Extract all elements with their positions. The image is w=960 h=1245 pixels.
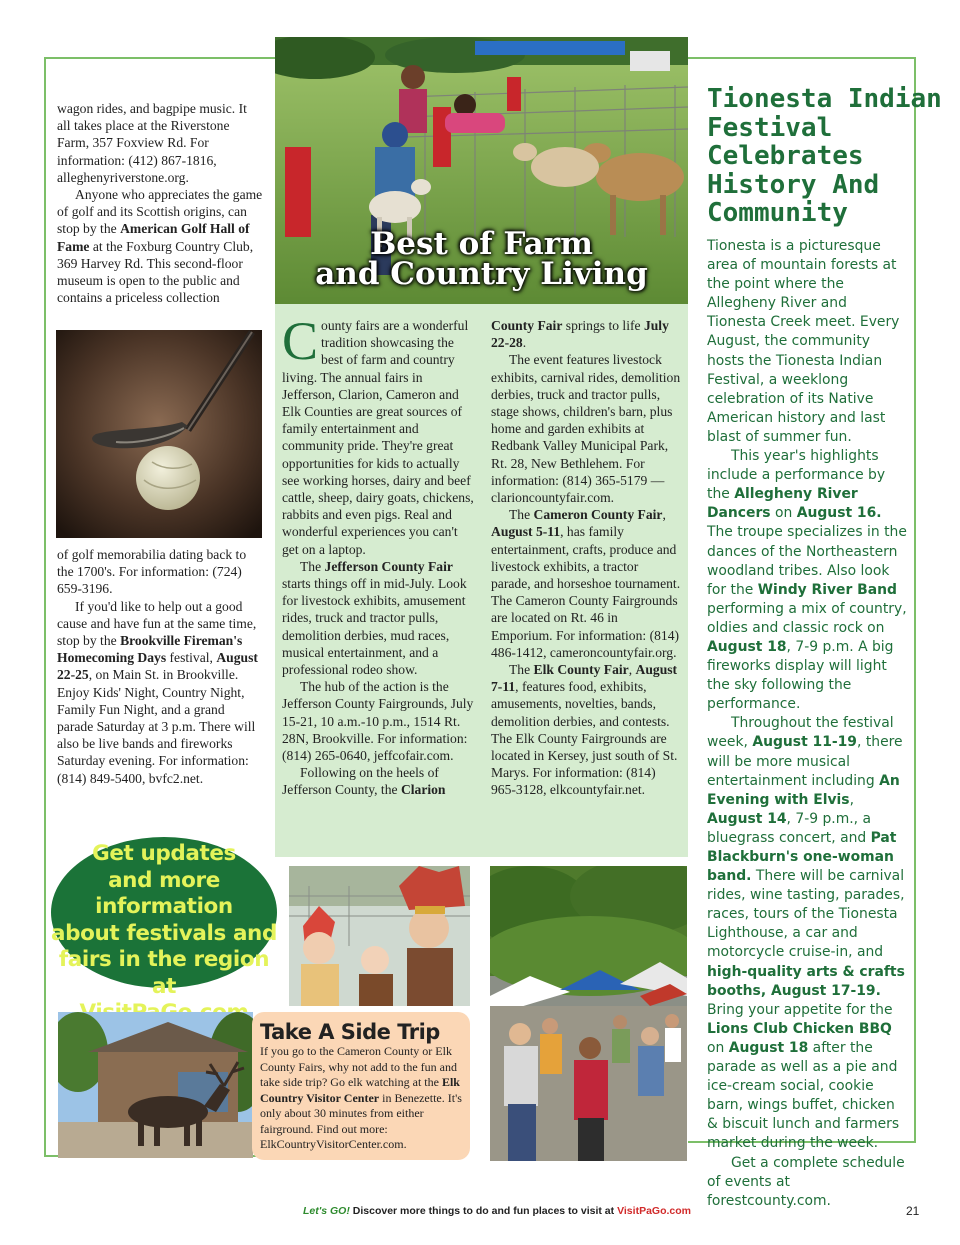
footer-tagline [303,1205,691,1217]
tionesta-body [707,237,907,1211]
visitpago-promo[interactable] [51,837,277,999]
jefferson-para: The Jefferson County Fair starts things off in mid-July. Look for livestock exhibits, amusement rides, truck and tractor pulls, demolition derbies, mud races, musical entertainment, and a professional rodeo show. [282,558,467,678]
elk-center-name: Elk Country Visitor Center [260,1075,460,1105]
footer-url[interactable]: VisitPaGo.com [617,1205,691,1217]
side-trip-box [252,1012,470,1160]
brookville-festival-name: Brookville Fireman's Homecoming Days [57,633,243,666]
feature-intro-para: County fairs are a wonderful tradition showcasing the best of farm and country living. The annual fairs in Jefferson, Clarion, Cameron and Elk Counties are great sources of family entertainment and community pride. They're great opportunities for kids to actually see working horses, dairy and beef cattle, sheep, dairy goats, chickens, rabbits and even pigs. Real and wonderful experiences you can't get on a laptop. [282,311,474,557]
clarion-name: Clarion [400,782,446,798]
feature-headline [275,226,688,292]
page-number: 21 [906,1204,920,1218]
tionesta-schedule: Get a complete schedule of events at forestcounty.com. [707,1154,905,1209]
elk-statue-photo [58,1012,253,1158]
tionesta-week: Throughout the festival week, August 11-19, there will be more musical entertainment including An Evening with Elvis, August 14, 7-9 p.m., a bluegrass concert, and Pat Blackburn's one-woman band. There will be carnival rides, wine tasting, parades, races, tours of the Tionesta Lighthouse, a car and motorcycle cruise-in, and high-quality arts & crafts booths, August 17-19. Bring your appetite for the Lions Club Chicken BBQ on August 18 after the parade as well as a pie and ice-cream social, cookie barn, wings buffet, chicken & biscuit lunch and farmers market during the week. [707,715,905,1152]
elk-para: The Elk County Fair, August 7-11, features food, exhibits, amusements, novelties, bands, demolition derbies, and contests. The Elk County Fairgrounds are located in Kersey, just south of St. Marys. For information: (814) 965-3128, elkcountyfair.net. [491,662,678,798]
drop-cap: C [282,311,319,371]
feature-headline-line2: and Country Living [315,256,648,292]
left-para-memorabilia: of golf memorabilia dating back to the 1700's. For information: (724) 659-3196. [57,547,247,597]
brookville-dates: August 22-25 [57,650,258,683]
golf-hall-of-fame: American Golf Hall of Fame [57,221,250,254]
side-trip-title: Take A Side Trip [260,1020,440,1044]
clarion-dates: July 22-28 [491,318,669,351]
footer-letsgo: Let's GO! [303,1205,350,1217]
left-column-bottom [57,546,263,787]
feature-headline-line1: Best of Farm [370,226,593,262]
golf-photo [56,330,262,538]
jefferson-fair-name: Jefferson County Fair [324,558,453,574]
elk-fair-name: Elk County Fair [533,662,629,678]
cameron-dates: August 5-11 [491,524,561,540]
left-column-top [57,100,263,306]
clarion-features-para: The event features livestock exhibits, carnival rides, demolition derbies, truck and tractor pulls, stage shows, children's barn, plus home and garden exhibits at Redbank Valley Municipal Park, Rt. 28, New Bethlehem. For information: (814) 365-5179 — clarioncountyfair.com. [491,352,681,506]
tionesta-title: Tionesta Indian Festival Celebrates History And Community [707,84,942,228]
footer-text: Discover more things to do and fun places to visit at [352,1205,615,1217]
elk-dates: August 7-11 [491,662,678,695]
feature-column-2 [491,317,681,799]
jefferson-hub-para: The hub of the action is the Jefferson County Fairgrounds, July 15-21, 10 a.m.-10 p.m., 1514 Rt. 28N, Brookville. For information: (814) 265-0640, jeffcofair.com. [282,679,474,764]
clarion-para: County Fair springs to life July 22-28. [491,318,669,351]
left-para-riverstone: wagon rides, and bagpipe music. It all takes place at the Riverstone Farm, 357 Foxview Rd. For information: (412) 867-1816, alleghenyriverstone.org. [57,101,247,185]
feature-column-1 [282,311,476,799]
cameron-fair-name: Cameron County Fair [533,507,663,523]
side-trip-body: If you go to the Cameron County or Elk County Fairs, why not add to the fun and take side trip? Go elk watching at the Elk Country Visitor Center in Benezette. It's only about 30 minutes from either fairground. Find out more: ElkCountryVisitorCenter.com. [260,1044,462,1151]
cameron-para: The Cameron County Fair, August 5-11, has family entertainment, crafts, produce and livestock exhibits, a tractor parade, and horseshoe tournament. The Cameron County Fairgrounds are located on Rt. 46 in Emporium. For information: (814) 486-1412, cameroncountyfair.org. [491,507,681,660]
tionesta-intro: Tionesta is a picturesque area of mountain forests at the point where the Allegheny River and Tionesta Creek meet. Every August, the community hosts the Tionesta Indian Festival, a weeklong celebration of its Native American history and last blast of summer fun. [707,238,900,445]
kids-headdress-photo [289,866,470,1006]
clarion-lead-para: Following on the heels of Jefferson County, the Clarion [282,765,446,798]
promo-line-4: fairs in the region at [58,947,270,999]
promo-line-2: and more information [95,867,233,919]
farm-photo [275,37,688,304]
promo-line-1: Get updates [92,841,236,866]
left-para-brookville: If you'd like to help out a good cause and have fun at the same time, stop by the Brookville Fireman's Homecoming Days festival, August 22-25, on Main St. in Brookville. Enjoy Kids' Night, Country Night, Family Fun Night, and a grand parade Saturday at 3 p.m. There will also be live bands and fireworks Saturday evening. For information: (814) 849-5400, bvfc2.net. [57,598,258,786]
tionesta-highlights: This year's highlights include a performance by the Allegheny River Dancers on August 16. The troupe specializes in the dances of the Northeastern woodland tribes. Also look for the Windy River Band performing a mix of country, oldies and classic rock on August 18, 7-9 p.m. A big fireworks display will light the sky following the performance. [707,448,907,713]
left-para-golf: Anyone who appreciates the game of golf and its Scottish origins, can stop by the American Golf Hall of Fame at the Foxburg Country Club, 369 Harvey Rd. This second-floor museum is open to the public and contains a priceless collection [57,187,263,306]
promo-line-3: about festivals and [51,920,277,946]
festival-crowd-photo [490,866,687,1161]
